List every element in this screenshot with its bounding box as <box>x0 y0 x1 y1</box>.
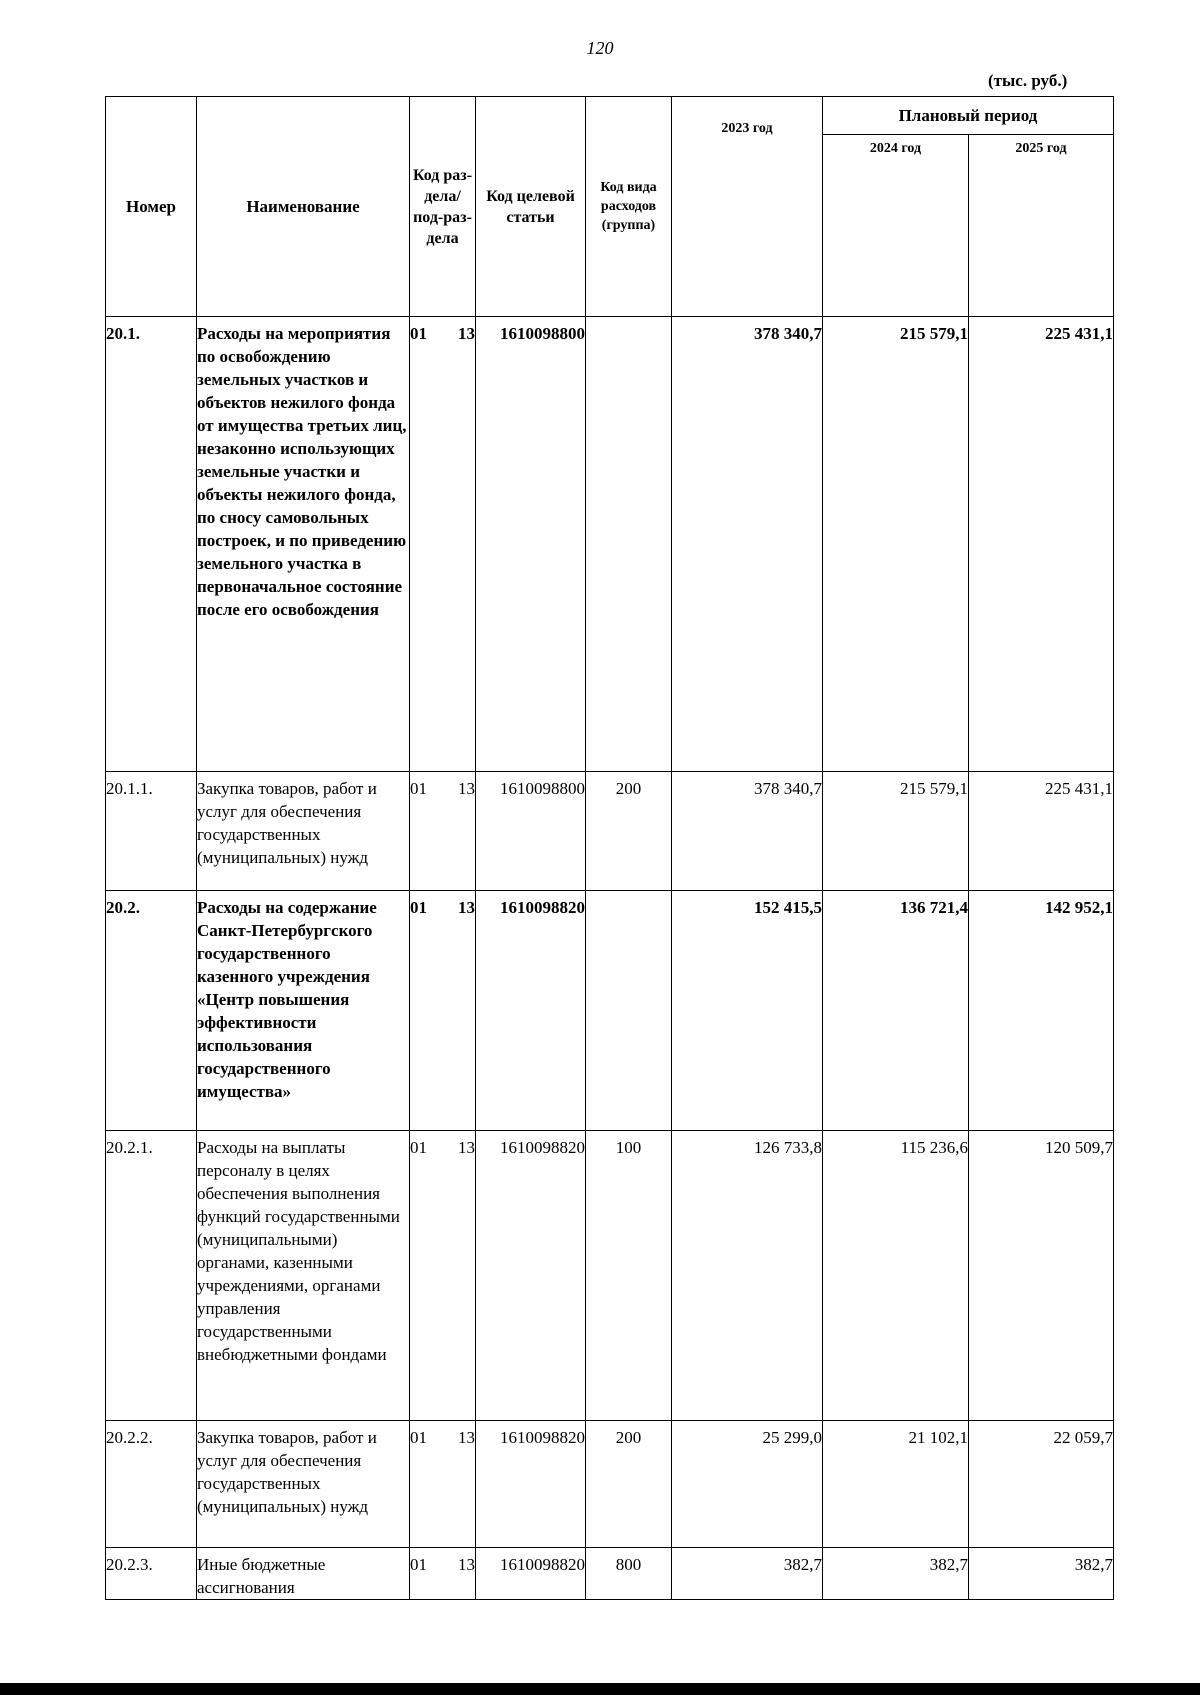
row-expense-type: 100 <box>586 1131 672 1421</box>
row-expense-type: 200 <box>586 772 672 891</box>
subsection-code: 13 <box>458 779 475 798</box>
header-2023: 2023 год <box>672 97 823 317</box>
section-code: 01 <box>410 779 427 798</box>
row-amount-2023: 126 733,8 <box>672 1131 823 1421</box>
row-amount-2024: 136 721,4 <box>823 891 969 1131</box>
header-section-code: Код раз-дела/ под-раз-дела <box>410 97 476 317</box>
row-expense-type <box>586 891 672 1131</box>
row-amount-2023: 152 415,5 <box>672 891 823 1131</box>
header-expense-type-code: Код вида расходов (группа) <box>586 97 672 317</box>
header-2024: 2024 год <box>823 135 969 317</box>
row-amount-2025: 382,7 <box>969 1548 1114 1600</box>
page-number: 120 <box>586 38 614 58</box>
row-name: Расходы на содержание Санкт-Петербургского государственного казенного учреждения «Центр повышения эффективности использования государственного имущества» <box>197 891 410 1131</box>
row-amount-2025: 225 431,1 <box>969 772 1114 891</box>
row-amount-2025: 22 059,7 <box>969 1421 1114 1548</box>
row-target-code: 1610098820 <box>476 1548 586 1600</box>
row-expense-type: 800 <box>586 1548 672 1600</box>
row-section-code <box>410 1421 476 1548</box>
row-name: Расходы на мероприятия по освобождению земельных участков и объектов нежилого фонда от имущества третьих лиц, незаконно использующих земельные участки и объекты нежилого фонда, по сносу самовольных построек, и по приведению земельного участка в первоначальное состояние после его освобождения <box>197 317 410 772</box>
header-target-code: Код целевой статьи <box>476 97 586 317</box>
table-row <box>106 772 1114 891</box>
row-amount-2023: 378 340,7 <box>672 772 823 891</box>
section-code: 01 <box>410 898 427 917</box>
row-name: Закупка товаров, работ и услуг для обеспечения государственных (муниципальных) нужд <box>197 1421 410 1548</box>
row-amount-2023: 382,7 <box>672 1548 823 1600</box>
row-name: Расходы на выплаты персоналу в целях обеспечения выполнения функций государственными (муниципальными) органами, казенными учреждениями, органами управления государственными внебюджетными фондами <box>197 1131 410 1421</box>
bottom-scan-border <box>0 1683 1200 1695</box>
subsection-code: 13 <box>458 1138 475 1157</box>
table-row <box>106 1421 1114 1548</box>
subsection-code: 13 <box>458 324 475 343</box>
table-row <box>106 891 1114 1131</box>
row-expense-type <box>586 317 672 772</box>
section-code: 01 <box>410 1138 427 1157</box>
table-body <box>106 317 1114 1600</box>
row-target-code: 1610098800 <box>476 772 586 891</box>
row-number: 20.1.1. <box>106 772 197 891</box>
row-amount-2024: 215 579,1 <box>823 772 969 891</box>
row-amount-2025: 225 431,1 <box>969 317 1114 772</box>
row-number: 20.2.3. <box>106 1548 197 1600</box>
row-section-code <box>410 1548 476 1600</box>
table-row <box>106 1548 1114 1600</box>
row-number: 20.2. <box>106 891 197 1131</box>
row-target-code: 1610098800 <box>476 317 586 772</box>
row-amount-2023: 378 340,7 <box>672 317 823 772</box>
table-row <box>106 317 1114 772</box>
units-label: (тыс. руб.) <box>988 71 1068 90</box>
header-planned-period: Плановый период <box>823 97 1114 135</box>
row-amount-2025: 142 952,1 <box>969 891 1114 1131</box>
row-target-code: 1610098820 <box>476 891 586 1131</box>
row-section-code <box>410 317 476 772</box>
subsection-code: 13 <box>458 1428 475 1447</box>
section-code: 01 <box>410 1555 427 1574</box>
row-name: Иные бюджетные ассигнования <box>197 1548 410 1600</box>
subsection-code: 13 <box>458 898 475 917</box>
row-amount-2024: 382,7 <box>823 1548 969 1600</box>
row-amount-2024: 21 102,1 <box>823 1421 969 1548</box>
row-amount-2023: 25 299,0 <box>672 1421 823 1548</box>
row-name: Закупка товаров, работ и услуг для обеспечения государственных (муниципальных) нужд <box>197 772 410 891</box>
row-expense-type: 200 <box>586 1421 672 1548</box>
row-section-code <box>410 891 476 1131</box>
row-number: 20.2.2. <box>106 1421 197 1548</box>
table-row <box>106 1131 1114 1421</box>
header-name: Наименование <box>197 97 410 317</box>
header-number: Номер <box>106 97 197 317</box>
row-target-code: 1610098820 <box>476 1421 586 1548</box>
row-number: 20.2.1. <box>106 1131 197 1421</box>
row-amount-2024: 115 236,6 <box>823 1131 969 1421</box>
row-target-code: 1610098820 <box>476 1131 586 1421</box>
header-2025: 2025 год <box>969 135 1114 317</box>
budget-table <box>105 96 1114 1600</box>
row-section-code <box>410 1131 476 1421</box>
row-amount-2024: 215 579,1 <box>823 317 969 772</box>
subsection-code: 13 <box>458 1555 475 1574</box>
row-amount-2025: 120 509,7 <box>969 1131 1114 1421</box>
row-section-code <box>410 772 476 891</box>
row-number: 20.1. <box>106 317 197 772</box>
section-code: 01 <box>410 1428 427 1447</box>
section-code: 01 <box>410 324 427 343</box>
